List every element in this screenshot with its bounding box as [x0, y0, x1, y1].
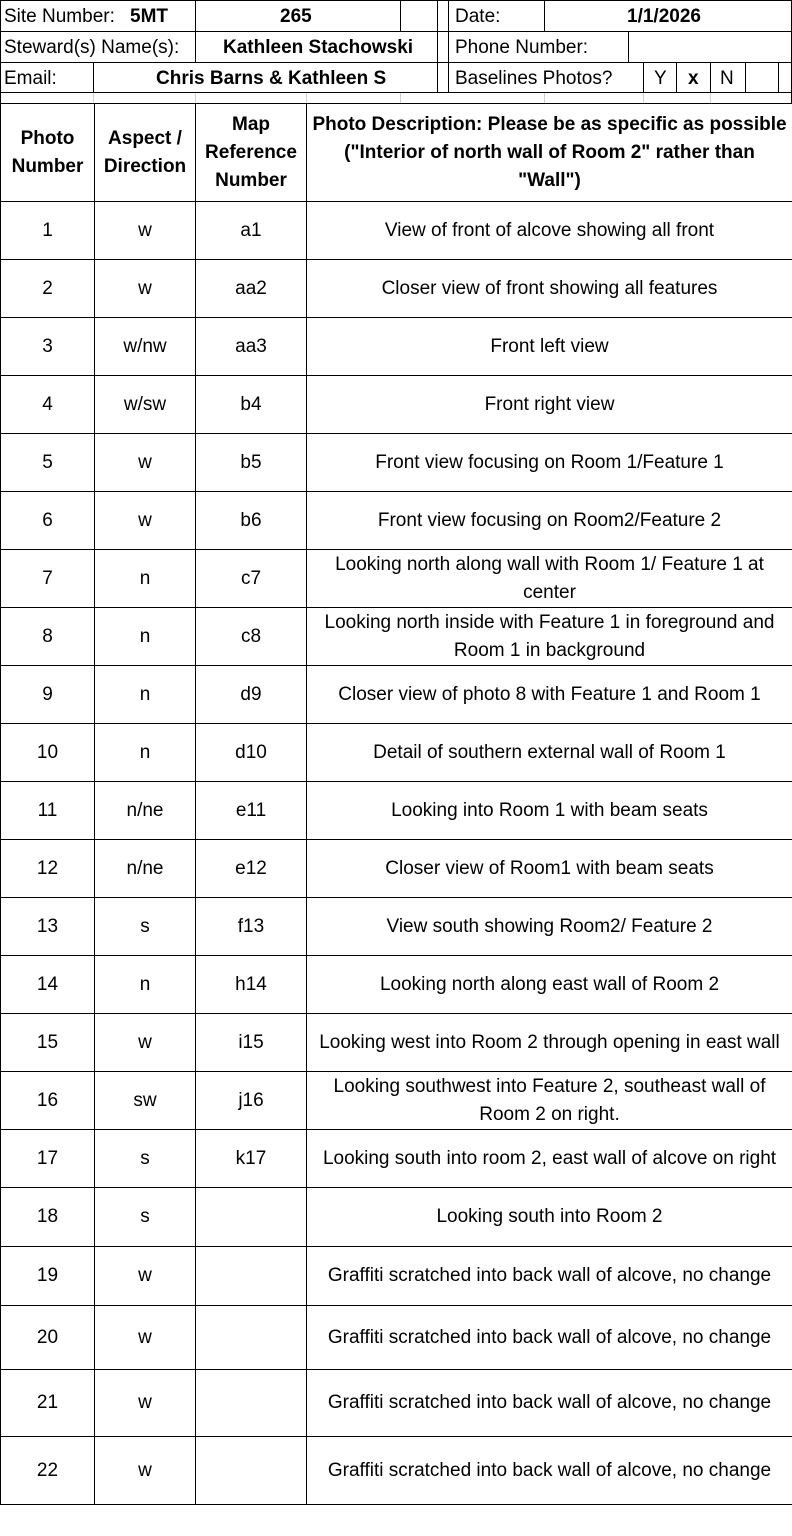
map-ref-cell: d9	[196, 666, 307, 724]
map-ref-cell	[196, 1370, 307, 1437]
photo-number-cell: 15	[1, 1014, 95, 1072]
description-cell: Looking south into room 2, east wall of alcove on right	[307, 1130, 792, 1188]
description-cell: Looking southwest into Feature 2, southeast wall of Room 2 on right.	[307, 1072, 792, 1130]
header-line	[400, 0, 401, 31]
header-line	[0, 92, 792, 93]
map-ref-cell	[196, 1247, 307, 1306]
photo-number-cell: 9	[1, 666, 95, 724]
table-row	[1, 666, 792, 724]
map-ref-cell: e12	[196, 840, 307, 898]
description-cell: View south showing Room2/ Feature 2	[307, 898, 792, 956]
header-line	[745, 62, 746, 93]
header-line-text: Map	[232, 113, 270, 135]
aspect-cell: w	[95, 434, 196, 492]
table-row	[1, 782, 792, 840]
baseline-no-label: N	[720, 68, 734, 89]
table-row	[1, 898, 792, 956]
map-ref-cell	[196, 1437, 307, 1505]
aspect-cell: w	[95, 1247, 196, 1306]
description-cell: Looking north along wall with Room 1/ Feature 1 at center	[307, 550, 792, 608]
description-cell: Looking north along east wall of Room 2	[307, 956, 792, 1014]
description-cell: Closer view of photo 8 with Feature 1 and Room 1	[307, 666, 792, 724]
table-row	[1, 1130, 792, 1188]
map-ref-cell: j16	[196, 1072, 307, 1130]
aspect-cell: n/ne	[95, 782, 196, 840]
header-line-text: "Wall")	[518, 169, 581, 191]
table-row	[1, 1370, 792, 1437]
map-ref-cell: e11	[196, 782, 307, 840]
table-row	[1, 1072, 792, 1130]
description-cell: Closer view of Room1 with beam seats	[307, 840, 792, 898]
map-ref-cell: f13	[196, 898, 307, 956]
phone-label: Phone Number:	[455, 37, 589, 58]
table-row	[1, 956, 792, 1014]
col-description-header	[307, 104, 792, 202]
aspect-cell: n	[95, 550, 196, 608]
header-line	[448, 0, 449, 93]
header-line	[437, 0, 438, 93]
aspect-cell: n/ne	[95, 840, 196, 898]
grid-line	[544, 93, 545, 103]
date-label: Date:	[455, 6, 501, 27]
table-row	[1, 608, 792, 666]
col-aspect-header	[95, 104, 196, 202]
aspect-cell: w/nw	[95, 318, 196, 376]
aspect-cell: w	[95, 1306, 196, 1370]
description-cell: Front view focusing on Room 1/Feature 1	[307, 434, 792, 492]
table-row	[1, 1437, 792, 1505]
photo-number-cell: 17	[1, 1130, 95, 1188]
table-row	[1, 492, 792, 550]
site-number-value: 265	[280, 6, 312, 27]
grid-line	[306, 93, 307, 103]
header-line-text: Direction	[103, 155, 187, 177]
map-ref-cell: b4	[196, 376, 307, 434]
map-ref-cell: k17	[196, 1130, 307, 1188]
header-line-text: ("Interior of north wall of Room 2" rather than	[344, 141, 755, 163]
photo-number-cell: 21	[1, 1370, 95, 1437]
date-value: 1/1/2026	[627, 6, 701, 27]
header-line	[778, 62, 779, 93]
grid-line	[710, 93, 711, 103]
photo-number-cell: 4	[1, 376, 95, 434]
map-ref-cell	[196, 1306, 307, 1370]
table-row	[1, 260, 792, 318]
photo-number-cell: 1	[1, 202, 95, 260]
photo-number-cell: 11	[1, 782, 95, 840]
map-ref-cell: aa2	[196, 260, 307, 318]
header-line	[643, 62, 644, 93]
header-line-text: Number	[11, 155, 84, 177]
header-line-text: Photo	[20, 127, 75, 149]
aspect-cell: s	[95, 1130, 196, 1188]
aspect-cell: sw	[95, 1072, 196, 1130]
table-row	[1, 434, 792, 492]
photo-number-cell: 22	[1, 1437, 95, 1505]
header-line	[93, 62, 94, 93]
site-number-label: Site Number:	[4, 6, 115, 27]
grid-line	[195, 93, 196, 103]
description-cell: View of front of alcove showing all front	[307, 202, 792, 260]
table-row	[1, 1247, 792, 1306]
table-row	[1, 724, 792, 782]
photo-log-table	[0, 103, 792, 1505]
photo-number-cell: 8	[1, 608, 95, 666]
baseline-yes-label: Y	[654, 68, 667, 89]
photo-number-cell: 7	[1, 550, 95, 608]
aspect-cell: n	[95, 666, 196, 724]
photo-number-cell: 3	[1, 318, 95, 376]
aspect-cell: w	[95, 1014, 196, 1072]
photo-number-cell: 14	[1, 956, 95, 1014]
description-cell: Front left view	[307, 318, 792, 376]
header-line	[710, 62, 711, 93]
photo-number-cell: 6	[1, 492, 95, 550]
description-cell: Closer view of front showing all features	[307, 260, 792, 318]
map-ref-cell: c8	[196, 608, 307, 666]
grid-line	[643, 93, 644, 103]
header-line-text: Number	[215, 169, 287, 191]
header-line	[0, 62, 792, 63]
photo-number-cell: 13	[1, 898, 95, 956]
grid-line	[93, 93, 94, 103]
map-ref-cell: aa3	[196, 318, 307, 376]
header-line	[0, 31, 792, 32]
table-row	[1, 1188, 792, 1247]
map-ref-cell: c7	[196, 550, 307, 608]
col-photo-number-header	[1, 104, 95, 202]
photo-number-cell: 10	[1, 724, 95, 782]
header-line	[195, 0, 196, 62]
aspect-cell: n	[95, 956, 196, 1014]
header-line	[0, 0, 1, 103]
description-cell: Graffiti scratched into back wall of alcove, no change	[307, 1306, 792, 1370]
email-value: Chris Barns & Kathleen S	[156, 68, 387, 89]
map-ref-cell: b6	[196, 492, 307, 550]
aspect-cell: w	[95, 492, 196, 550]
description-cell: Looking into Room 1 with beam seats	[307, 782, 792, 840]
steward-value: Kathleen Stachowski	[223, 37, 414, 58]
table-row	[1, 840, 792, 898]
photo-number-cell: 20	[1, 1306, 95, 1370]
photo-number-cell: 5	[1, 434, 95, 492]
aspect-cell: s	[95, 898, 196, 956]
aspect-cell: w	[95, 260, 196, 318]
table-row	[1, 550, 792, 608]
aspect-cell: n	[95, 724, 196, 782]
map-ref-cell: b5	[196, 434, 307, 492]
photo-number-cell: 12	[1, 840, 95, 898]
header-line	[676, 62, 677, 93]
table-row	[1, 1306, 792, 1370]
map-ref-cell: i15	[196, 1014, 307, 1072]
photo-number-cell: 19	[1, 1247, 95, 1306]
header-line-text: Reference	[205, 141, 297, 163]
map-ref-cell	[196, 1188, 307, 1247]
photo-number-cell: 2	[1, 260, 95, 318]
grid-line	[400, 93, 401, 103]
header-line	[544, 0, 545, 31]
map-ref-cell: d10	[196, 724, 307, 782]
aspect-cell: n	[95, 608, 196, 666]
header-line-text: Aspect /	[108, 127, 182, 149]
site-number-prefix: 5MT	[130, 6, 168, 27]
baseline-photos-label: Baselines Photos?	[455, 68, 613, 89]
steward-label: Steward(s) Name(s):	[4, 37, 180, 58]
table-row	[1, 318, 792, 376]
description-cell: Looking south into Room 2	[307, 1188, 792, 1247]
description-cell: Looking west into Room 2 through opening in east wall	[307, 1014, 792, 1072]
aspect-cell: w	[95, 1370, 196, 1437]
table-row	[1, 1014, 792, 1072]
header-line	[628, 31, 629, 62]
col-map-ref-header	[196, 104, 307, 202]
description-cell: Detail of southern external wall of Room 1	[307, 724, 792, 782]
description-cell: Graffiti scratched into back wall of alcove, no change	[307, 1247, 792, 1306]
map-ref-cell: a1	[196, 202, 307, 260]
aspect-cell: w	[95, 1437, 196, 1505]
description-cell: Front right view	[307, 376, 792, 434]
photo-number-cell: 16	[1, 1072, 95, 1130]
aspect-cell: w	[95, 202, 196, 260]
table-row	[1, 202, 792, 260]
email-label: Email:	[4, 68, 57, 89]
description-cell: Graffiti scratched into back wall of alcove, no change	[307, 1437, 792, 1505]
photo-number-cell: 18	[1, 1188, 95, 1247]
description-cell: Looking north inside with Feature 1 in foreground and Room 1 in background	[307, 608, 792, 666]
description-cell: Graffiti scratched into back wall of alcove, no change	[307, 1370, 792, 1437]
aspect-cell: w/sw	[95, 376, 196, 434]
table-row	[1, 376, 792, 434]
header-line-text: Photo Description: Please be as specific as possible	[312, 113, 787, 135]
table-header-row	[1, 104, 792, 202]
map-ref-cell: h14	[196, 956, 307, 1014]
aspect-cell: s	[95, 1188, 196, 1247]
header-line	[0, 0, 792, 1]
baseline-mark: x	[688, 68, 699, 89]
description-cell: Front view focusing on Room2/Feature 2	[307, 492, 792, 550]
